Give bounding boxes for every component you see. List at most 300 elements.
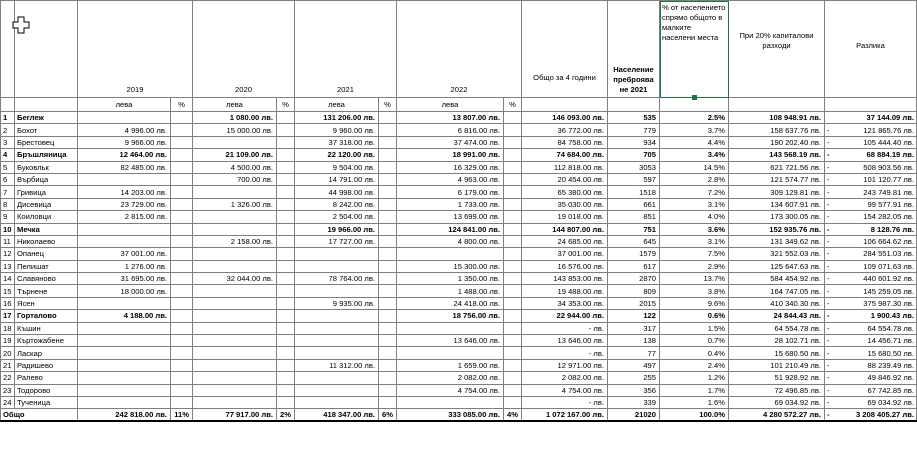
cell-diff[interactable]	[825, 235, 917, 247]
cell-2020[interactable]	[193, 248, 277, 260]
cell-population[interactable]: 356	[608, 384, 660, 396]
cell-pct-2022[interactable]	[504, 124, 522, 136]
village-name[interactable]: Бохот	[15, 124, 78, 136]
units-cell[interactable]	[608, 98, 660, 112]
cell-pct-population[interactable]: 4.0%	[660, 211, 729, 223]
cell-2022[interactable]	[397, 322, 504, 334]
cell-2020[interactable]	[193, 347, 277, 359]
cell-population[interactable]: 497	[608, 359, 660, 371]
cell-2020[interactable]	[193, 335, 277, 347]
cell-pct-2020[interactable]	[277, 396, 295, 408]
cell-diff[interactable]	[825, 248, 917, 260]
row-number[interactable]: 1	[1, 112, 15, 124]
cell-pct-population[interactable]: 2.8%	[660, 173, 729, 185]
cell-2019[interactable]: 14 203.00 лв.	[78, 186, 171, 198]
village-name[interactable]: Тученица	[15, 396, 78, 408]
cell-pct-2021[interactable]	[379, 260, 397, 272]
village-name[interactable]: Опанец	[15, 248, 78, 260]
header-2021[interactable]: 2021	[295, 1, 397, 98]
cell-2020[interactable]: 15 000.00 лв.	[193, 124, 277, 136]
cell-diff[interactable]	[825, 136, 917, 148]
cell-2020[interactable]: 2 158.00 лв.	[193, 235, 277, 247]
cell-pct-2021[interactable]	[379, 173, 397, 185]
cell-2019[interactable]	[78, 235, 171, 247]
units-leva-2020[interactable]: лева	[193, 98, 277, 112]
cell-total[interactable]: - лв.	[522, 322, 608, 334]
cell-pct-population[interactable]: 2.9%	[660, 260, 729, 272]
cell-pct-2022[interactable]	[504, 260, 522, 272]
cell-pct-2020[interactable]	[277, 112, 295, 124]
units-pct-2021[interactable]: %	[379, 98, 397, 112]
village-name[interactable]: Тодорово	[15, 384, 78, 396]
cell-pct-2020[interactable]	[277, 161, 295, 173]
cell-pct-population[interactable]: 7.5%	[660, 248, 729, 260]
village-name[interactable]: Къшин	[15, 322, 78, 334]
village-name[interactable]: Николаево	[15, 235, 78, 247]
cell-population[interactable]: 3053	[608, 161, 660, 173]
cell-2020[interactable]	[193, 211, 277, 223]
cell-2022[interactable]: 4 963.00 лв.	[397, 173, 504, 185]
cell-pct-2019[interactable]	[171, 359, 193, 371]
cell-pct-2020[interactable]	[277, 273, 295, 285]
cell-population[interactable]: 2015	[608, 297, 660, 309]
cell-pct-2021[interactable]	[379, 223, 397, 235]
cell-pct-2021[interactable]	[379, 297, 397, 309]
cell-pct-population[interactable]: 3.1%	[660, 235, 729, 247]
cell-pct-2019[interactable]	[171, 161, 193, 173]
cell-2019[interactable]: 4 996.00 лв.	[78, 124, 171, 136]
cell-2022[interactable]: 24 418.00 лв.	[397, 297, 504, 309]
cell-2021[interactable]: 19 966.00 лв.	[295, 223, 379, 235]
cell-2022[interactable]: 18 991.00 лв.	[397, 149, 504, 161]
cell-pct-2020[interactable]	[277, 359, 295, 371]
cell-pct-2021[interactable]	[379, 335, 397, 347]
row-number[interactable]: 7	[1, 186, 15, 198]
cell-pct-2019[interactable]	[171, 310, 193, 322]
cell-total[interactable]: 2 082.00 лв.	[522, 372, 608, 384]
cell-diff[interactable]	[825, 211, 917, 223]
cell-population[interactable]: 809	[608, 285, 660, 297]
cell-pct-2022[interactable]	[504, 322, 522, 334]
cell-2021[interactable]: 14 791.00 лв.	[295, 173, 379, 185]
cell-pct-2020[interactable]	[277, 372, 295, 384]
cell-diff[interactable]	[825, 149, 917, 161]
village-name[interactable]: Беглеж	[15, 112, 78, 124]
cell-2019[interactable]: 1 276.00 лв.	[78, 260, 171, 272]
cell-2021[interactable]: 9 935.00 лв.	[295, 297, 379, 309]
cell-population[interactable]: 645	[608, 235, 660, 247]
cell-total[interactable]: 37 001.00 лв.	[522, 248, 608, 260]
cell-capex[interactable]: 64 554.78 лв.	[729, 322, 825, 334]
cell-2021[interactable]	[295, 384, 379, 396]
cell-capex[interactable]: 15 680.50 лв.	[729, 347, 825, 359]
cell-pct-2021[interactable]	[379, 211, 397, 223]
cell-2021[interactable]	[295, 285, 379, 297]
cell-2020[interactable]	[193, 322, 277, 334]
cell-capex[interactable]: 321 552.03 лв.	[729, 248, 825, 260]
units-pct-2022[interactable]: %	[504, 98, 522, 112]
cell-total[interactable]: 34 353.00 лв.	[522, 297, 608, 309]
village-name[interactable]: Ралево	[15, 372, 78, 384]
cell-capex[interactable]: 51 928.92 лв.	[729, 372, 825, 384]
cell-diff[interactable]	[825, 396, 917, 408]
cell-pct-2019[interactable]	[171, 235, 193, 247]
cell-2021[interactable]	[295, 248, 379, 260]
cell-2022[interactable]: 15 300.00 лв.	[397, 260, 504, 272]
cell-population[interactable]: 339	[608, 396, 660, 408]
cell-pct-population[interactable]: 9.6%	[660, 297, 729, 309]
cell-diff[interactable]	[825, 186, 917, 198]
cell-pct-2022[interactable]	[504, 211, 522, 223]
cell-population[interactable]: 122	[608, 310, 660, 322]
cell-2020[interactable]: 21 109.00 лв.	[193, 149, 277, 161]
cell-diff[interactable]	[825, 124, 917, 136]
cell-capex[interactable]: 121 574.77 лв.	[729, 173, 825, 185]
cell-population[interactable]: 705	[608, 149, 660, 161]
cell-population[interactable]: 661	[608, 198, 660, 210]
cell-2020[interactable]: 700.00 лв.	[193, 173, 277, 185]
cell-2019[interactable]	[78, 384, 171, 396]
cell-capex[interactable]: 72 496.85 лв.	[729, 384, 825, 396]
cell-2022[interactable]: 13 699.00 лв.	[397, 211, 504, 223]
village-name[interactable]: Славяново	[15, 273, 78, 285]
units-cell[interactable]	[1, 98, 15, 112]
cell-pct-2022[interactable]	[504, 248, 522, 260]
cell-population[interactable]: 934	[608, 136, 660, 148]
cell-2019[interactable]	[78, 173, 171, 185]
cell-capex[interactable]: 158 637.76 лв.	[729, 124, 825, 136]
total-pct-2022[interactable]: 4%	[504, 409, 522, 422]
cell-pct-2019[interactable]	[171, 273, 193, 285]
cell-pct-2021[interactable]	[379, 372, 397, 384]
header-pct-population[interactable]: % от населението спрямо общото в малките населени места	[660, 1, 729, 98]
row-number[interactable]: 22	[1, 372, 15, 384]
cell-capex[interactable]: 125 647.63 лв.	[729, 260, 825, 272]
cell-2021[interactable]: 8 242.00 лв.	[295, 198, 379, 210]
cell-pct-2021[interactable]	[379, 186, 397, 198]
cell-2021[interactable]	[295, 335, 379, 347]
cell-total[interactable]: 19 018.00 лв.	[522, 211, 608, 223]
cell-pct-2022[interactable]	[504, 186, 522, 198]
cell-diff[interactable]	[825, 335, 917, 347]
cell-capex[interactable]: 28 102.71 лв.	[729, 335, 825, 347]
cell-total[interactable]: 22 944.00 лв.	[522, 310, 608, 322]
cell-2022[interactable]	[397, 248, 504, 260]
cell-2022[interactable]: 1 733.00 лв.	[397, 198, 504, 210]
village-name[interactable]: Пелишат	[15, 260, 78, 272]
cell-diff[interactable]	[825, 112, 917, 124]
cell-2020[interactable]	[193, 136, 277, 148]
row-number[interactable]: 3	[1, 136, 15, 148]
cell-pct-2021[interactable]	[379, 198, 397, 210]
cell-population[interactable]: 1518	[608, 186, 660, 198]
units-leva-2021[interactable]: лева	[295, 98, 379, 112]
cell-2019[interactable]	[78, 297, 171, 309]
cell-2022[interactable]: 6 816.00 лв.	[397, 124, 504, 136]
village-name[interactable]: Дисевица	[15, 198, 78, 210]
cell-2019[interactable]	[78, 372, 171, 384]
units-pct-2019[interactable]: %	[171, 98, 193, 112]
cell-pct-2021[interactable]	[379, 273, 397, 285]
cell-pct-2020[interactable]	[277, 198, 295, 210]
cell-2021[interactable]: 78 764.00 лв.	[295, 273, 379, 285]
village-name[interactable]: Гривица	[15, 186, 78, 198]
total-diff[interactable]	[825, 409, 917, 422]
cell-2021[interactable]: 44 998.00 лв.	[295, 186, 379, 198]
cell-capex[interactable]: 164 747.05 лв.	[729, 285, 825, 297]
cell-pct-2021[interactable]	[379, 285, 397, 297]
cell-pct-2020[interactable]	[277, 136, 295, 148]
cell-pct-2019[interactable]	[171, 335, 193, 347]
village-name[interactable]: Мечка	[15, 223, 78, 235]
cell-diff[interactable]	[825, 285, 917, 297]
cell-2019[interactable]: 12 464.00 лв.	[78, 149, 171, 161]
cell-pct-2021[interactable]	[379, 235, 397, 247]
header-2019[interactable]: 2019	[78, 1, 193, 98]
row-number[interactable]: 4	[1, 149, 15, 161]
cell-total[interactable]: 35 030.00 лв.	[522, 198, 608, 210]
cell-2022[interactable]: 16 329.00 лв.	[397, 161, 504, 173]
cell-2020[interactable]	[193, 260, 277, 272]
cell-pct-2020[interactable]	[277, 297, 295, 309]
units-pct-2020[interactable]: %	[277, 98, 295, 112]
cell-2019[interactable]	[78, 223, 171, 235]
cell-capex[interactable]: 309 129.81 лв.	[729, 186, 825, 198]
village-name[interactable]: Ласкар	[15, 347, 78, 359]
row-number[interactable]: 17	[1, 310, 15, 322]
cell-2022[interactable]: 4 800.00 лв.	[397, 235, 504, 247]
header-total[interactable]: Общо за 4 години	[522, 1, 608, 98]
cell-pct-2019[interactable]	[171, 211, 193, 223]
total-2022[interactable]: 333 085.00 лв.	[397, 409, 504, 422]
cell-pct-2019[interactable]	[171, 136, 193, 148]
cell-2021[interactable]	[295, 322, 379, 334]
cell-2021[interactable]	[295, 260, 379, 272]
cell-pct-2021[interactable]	[379, 310, 397, 322]
cell-population[interactable]: 617	[608, 260, 660, 272]
cell-capex[interactable]: 69 034.92 лв.	[729, 396, 825, 408]
total-capex[interactable]: 4 280 572.27 лв.	[729, 409, 825, 422]
cell-population[interactable]: 1579	[608, 248, 660, 260]
cell-capex[interactable]: 134 607.91 лв.	[729, 198, 825, 210]
row-number[interactable]: 15	[1, 285, 15, 297]
row-number[interactable]: 12	[1, 248, 15, 260]
cell-2021[interactable]: 9 504.00 лв.	[295, 161, 379, 173]
cell-pct-2021[interactable]	[379, 359, 397, 371]
cell-total[interactable]: 20 454.00 лв.	[522, 173, 608, 185]
cell-pct-2020[interactable]	[277, 149, 295, 161]
cell-pct-2020[interactable]	[277, 186, 295, 198]
cell-2022[interactable]	[397, 347, 504, 359]
cell-pct-2019[interactable]	[171, 396, 193, 408]
header-capex[interactable]: При 20% капиталови разходи	[729, 1, 825, 98]
cell-2022[interactable]: 13 807.00 лв.	[397, 112, 504, 124]
cell-pct-2022[interactable]	[504, 359, 522, 371]
cell-pct-2019[interactable]	[171, 297, 193, 309]
cell-pct-2019[interactable]	[171, 173, 193, 185]
cell-pct-population[interactable]: 3.7%	[660, 124, 729, 136]
village-name[interactable]: Ясен	[15, 297, 78, 309]
cell-pct-2022[interactable]	[504, 297, 522, 309]
cell-pct-2020[interactable]	[277, 335, 295, 347]
cell-pct-2022[interactable]	[504, 136, 522, 148]
cell-capex[interactable]: 621 721.56 лв.	[729, 161, 825, 173]
cell-population[interactable]: 317	[608, 322, 660, 334]
cell-pct-population[interactable]: 3.4%	[660, 149, 729, 161]
cell-diff[interactable]	[825, 359, 917, 371]
cell-2019[interactable]	[78, 322, 171, 334]
cell-population[interactable]: 535	[608, 112, 660, 124]
cell-diff[interactable]	[825, 198, 917, 210]
village-name[interactable]: Буковльк	[15, 161, 78, 173]
cell-2021[interactable]	[295, 372, 379, 384]
cell-2019[interactable]: 2 815.00 лв.	[78, 211, 171, 223]
cell-pct-2021[interactable]	[379, 136, 397, 148]
cell-2019[interactable]	[78, 335, 171, 347]
units-cell[interactable]	[729, 98, 825, 112]
row-number[interactable]: 11	[1, 235, 15, 247]
cell-2019[interactable]: 9 966.00 лв.	[78, 136, 171, 148]
header-diff[interactable]: Разлика	[825, 1, 917, 98]
cell-capex[interactable]: 190 202.40 лв.	[729, 136, 825, 148]
cell-2019[interactable]: 37 001.00 лв.	[78, 248, 171, 260]
cell-total[interactable]: 74 684.00 лв.	[522, 149, 608, 161]
cell-pct-2021[interactable]	[379, 112, 397, 124]
cell-capex[interactable]: 173 300.05 лв.	[729, 211, 825, 223]
row-number[interactable]: 14	[1, 273, 15, 285]
cell-pct-2019[interactable]	[171, 347, 193, 359]
cell-pct-2022[interactable]	[504, 235, 522, 247]
cell-2019[interactable]: 18 000.00 лв.	[78, 285, 171, 297]
cell-2020[interactable]	[193, 359, 277, 371]
village-name[interactable]: Върбица	[15, 173, 78, 185]
cell-pct-population[interactable]: 3.6%	[660, 223, 729, 235]
cell-diff[interactable]	[825, 310, 917, 322]
row-number[interactable]: 19	[1, 335, 15, 347]
cell-capex[interactable]: 410 340.30 лв.	[729, 297, 825, 309]
units-cell[interactable]	[522, 98, 608, 112]
cell-pct-2022[interactable]	[504, 173, 522, 185]
cell-pct-2020[interactable]	[277, 173, 295, 185]
cell-2021[interactable]	[295, 396, 379, 408]
cell-pct-2020[interactable]	[277, 322, 295, 334]
cell-2022[interactable]: 6 179.00 лв.	[397, 186, 504, 198]
cell-pct-2022[interactable]	[504, 161, 522, 173]
cell-pct-2022[interactable]	[504, 223, 522, 235]
cell-pct-2020[interactable]	[277, 384, 295, 396]
cell-pct-population[interactable]: 1.6%	[660, 396, 729, 408]
cell-pct-population[interactable]: 0.7%	[660, 335, 729, 347]
cell-pct-population[interactable]: 7.2%	[660, 186, 729, 198]
row-number[interactable]: 13	[1, 260, 15, 272]
cell-pct-2022[interactable]	[504, 384, 522, 396]
units-leva-2022[interactable]: лева	[397, 98, 504, 112]
cell-total[interactable]: 13 646.00 лв.	[522, 335, 608, 347]
cell-total[interactable]: 12 971.00 лв.	[522, 359, 608, 371]
row-number[interactable]: 24	[1, 396, 15, 408]
cell-2020[interactable]: 1 326.00 лв.	[193, 198, 277, 210]
cell-2021[interactable]	[295, 347, 379, 359]
cell-2019[interactable]	[78, 359, 171, 371]
cell-2022[interactable]	[397, 396, 504, 408]
cell-population[interactable]: 2870	[608, 273, 660, 285]
cell-total[interactable]: 112 818.00 лв.	[522, 161, 608, 173]
cell-2022[interactable]: 1 488.00 лв.	[397, 285, 504, 297]
total-pct-2019[interactable]: 11%	[171, 409, 193, 422]
cell-population[interactable]: 751	[608, 223, 660, 235]
total-pct-2020[interactable]: 2%	[277, 409, 295, 422]
cell-capex[interactable]: 143 568.19 лв.	[729, 149, 825, 161]
village-name[interactable]: Бръшляница	[15, 149, 78, 161]
cell-pct-2022[interactable]	[504, 198, 522, 210]
village-name[interactable]: Радишево	[15, 359, 78, 371]
cell-capex[interactable]: 131 349.62 лв.	[729, 235, 825, 247]
village-name[interactable]: Коиловци	[15, 211, 78, 223]
cell-2020[interactable]	[193, 223, 277, 235]
cell-pct-2020[interactable]	[277, 347, 295, 359]
units-leva-2019[interactable]: лева	[78, 98, 171, 112]
cell-2021[interactable]: 2 504.00 лв.	[295, 211, 379, 223]
cell-population[interactable]: 255	[608, 372, 660, 384]
row-number[interactable]: 2	[1, 124, 15, 136]
cell-total[interactable]: 144 807.00 лв.	[522, 223, 608, 235]
cell-pct-2019[interactable]	[171, 124, 193, 136]
cell-2020[interactable]	[193, 186, 277, 198]
cell-2022[interactable]: 37 474.00 лв.	[397, 136, 504, 148]
cell-2019[interactable]	[78, 347, 171, 359]
cell-pct-2019[interactable]	[171, 322, 193, 334]
header-2022[interactable]: 2022	[397, 1, 522, 98]
cell-diff[interactable]	[825, 297, 917, 309]
cell-pct-2021[interactable]	[379, 347, 397, 359]
cell-2021[interactable]	[295, 310, 379, 322]
village-name[interactable]: Къртожабене	[15, 335, 78, 347]
cell-pct-population[interactable]: 3.1%	[660, 198, 729, 210]
cell-pct-2019[interactable]	[171, 384, 193, 396]
cell-2020[interactable]	[193, 297, 277, 309]
cell-pct-2021[interactable]	[379, 161, 397, 173]
cell-pct-2019[interactable]	[171, 186, 193, 198]
cell-2020[interactable]: 1 080.00 лв.	[193, 112, 277, 124]
village-name[interactable]: Брестовец	[15, 136, 78, 148]
row-number[interactable]: 6	[1, 173, 15, 185]
cell-pct-2019[interactable]	[171, 248, 193, 260]
cell-pct-population[interactable]: 14.5%	[660, 161, 729, 173]
total-population[interactable]: 21020	[608, 409, 660, 422]
cell-population[interactable]: 77	[608, 347, 660, 359]
total-2021[interactable]: 418 347.00 лв.	[295, 409, 379, 422]
cell-total[interactable]: 24 685.00 лв.	[522, 235, 608, 247]
cell-2022[interactable]: 18 756.00 лв.	[397, 310, 504, 322]
cell-pct-2019[interactable]	[171, 260, 193, 272]
row-number[interactable]: 18	[1, 322, 15, 334]
cell-diff[interactable]	[825, 223, 917, 235]
cell-pct-population[interactable]: 0.4%	[660, 347, 729, 359]
cell-pct-population[interactable]: 1.7%	[660, 384, 729, 396]
cell-population[interactable]: 138	[608, 335, 660, 347]
cell-pct-2022[interactable]	[504, 372, 522, 384]
cell-population[interactable]: 779	[608, 124, 660, 136]
cell-2019[interactable]	[78, 112, 171, 124]
cell-2020[interactable]: 32 044.00 лв.	[193, 273, 277, 285]
cell-diff[interactable]	[825, 384, 917, 396]
total-pct-2021[interactable]: 6%	[379, 409, 397, 422]
cell-pct-population[interactable]: 2.4%	[660, 359, 729, 371]
cell-2022[interactable]: 2 082.00 лв.	[397, 372, 504, 384]
cell-pct-2020[interactable]	[277, 260, 295, 272]
cell-capex[interactable]: 108 948.91 лв.	[729, 112, 825, 124]
row-number[interactable]: 10	[1, 223, 15, 235]
